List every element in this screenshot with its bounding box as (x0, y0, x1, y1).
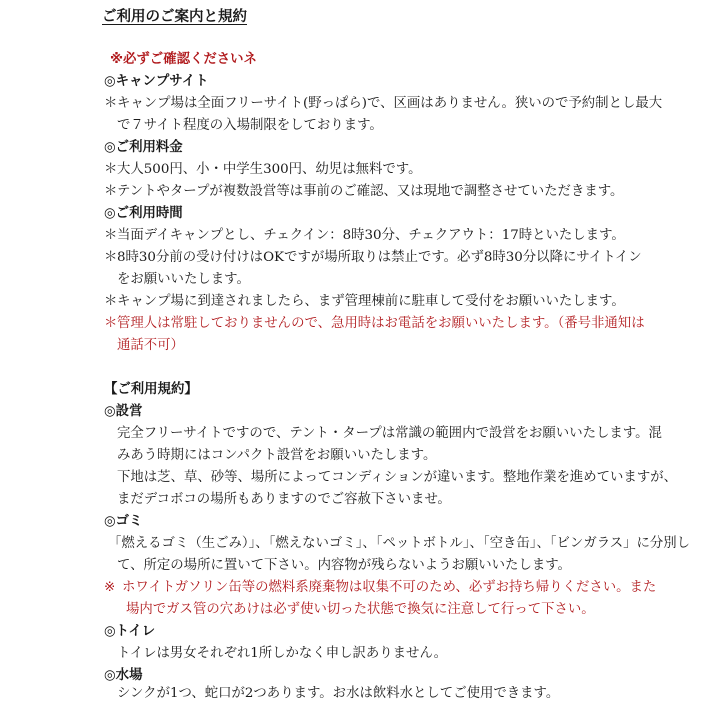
fees-bullet-mark-1: ＊ (104, 162, 118, 177)
camp-site-line-1: キャンプ場は全面フリーサイト(野っぱら)で、区画はありません。狭いので予約制とし最大 (117, 96, 663, 111)
garbage-heading: ◎ゴミ (104, 514, 143, 529)
hours-line-4a: 管理人は常駐しておりませんので、急用時はお電話をお願いいたします。（番号非通知は (117, 316, 645, 331)
garbage-line-1: 「燃えるゴミ（生ごみ）」、「燃えないゴミ」、「ペットボトル」、「空き缶」、「ビンガラス」に分別し (108, 536, 691, 551)
hours-line-2a: 8時30分前の受け付けはOKですが場所取りは禁止です。必ず8時30分以降にサイトイン (117, 250, 642, 265)
setup-line-1: 完全フリーサイトですので、テント・タープは常識の範囲内で設営をお願いいたします。混 (117, 426, 662, 441)
setup-heading: ◎設営 (104, 404, 143, 419)
important-notice: ※必ずご確認くださいネ (110, 52, 257, 67)
fees-line-1: 大人500円、小・中学生300円、幼児は無料です。 (117, 162, 422, 177)
hours-line-4b: 通話不可） (117, 338, 184, 353)
fees-bullet-mark-2: ＊ (104, 184, 118, 199)
camp-site-line-2: で７サイト程度の入場制限をしております。 (117, 118, 383, 133)
fees-heading: ◎ご利用料金 (104, 140, 183, 155)
garbage-warning-mark: ※ (104, 580, 116, 595)
garbage-warning-line-1: ホワイトガソリン缶等の燃料系廃棄物は収集不可のため、必ずお持ち帰りください。また (122, 580, 657, 595)
toilet-heading: ◎トイレ (104, 624, 156, 639)
camp-site-heading: ◎キャンプサイト (104, 74, 209, 89)
garbage-line-2: て、所定の場所に置いて下さい。内容物が残らないようお願いいたします。 (117, 558, 571, 573)
setup-line-4: まだデコボコの場所もありますのでご容赦下さいませ。 (117, 492, 451, 507)
camp-site-bullet-mark: ＊ (104, 96, 118, 111)
hours-bullet-mark-1: ＊ (104, 228, 118, 243)
hours-bullet-mark-2: ＊ (104, 250, 118, 265)
garbage-warning-line-2: 場内でガス管の穴あけは必ず使い切った状態で換気に注意して行って下さい。 (126, 602, 595, 617)
page-title: ご利用のご案内と規約 (102, 9, 247, 25)
hours-bullet-mark-4: ＊ (104, 316, 118, 331)
setup-line-2: みあう時期にはコンパクト設営をお願いいたします。 (117, 448, 437, 463)
hours-line-2b: をお願いいたします。 (117, 272, 250, 287)
water-heading: ◎水場 (104, 668, 143, 683)
hours-bullet-mark-3: ＊ (104, 294, 118, 309)
hours-heading: ◎ご利用時間 (104, 206, 183, 221)
toilet-line-1: トイレは男女それぞれ1所しかなく申し訳ありません。 (117, 646, 448, 661)
hours-line-1: 当面デイキャンプとし、チェクイン：8時30分、チェクアウト：17時といたします。 (117, 228, 625, 243)
hours-line-3: キャンプ場に到達されましたら、まず管理棟前に駐車して受付をお願いいたします。 (117, 294, 625, 309)
setup-line-3: 下地は芝、草、砂等、場所によってコンディションが違います。整地作業を進めていますが、 (117, 470, 677, 485)
fees-line-2: テントやタープが複数設営等は事前のご確認、又は現地で調整させていただきます。 (117, 184, 624, 199)
water-line-1: シンクが1つ、蛇口が2つあります。お水は飲料水としてご使用できます。 (117, 686, 560, 701)
rules-heading: 【ご利用規約】 (104, 382, 198, 397)
